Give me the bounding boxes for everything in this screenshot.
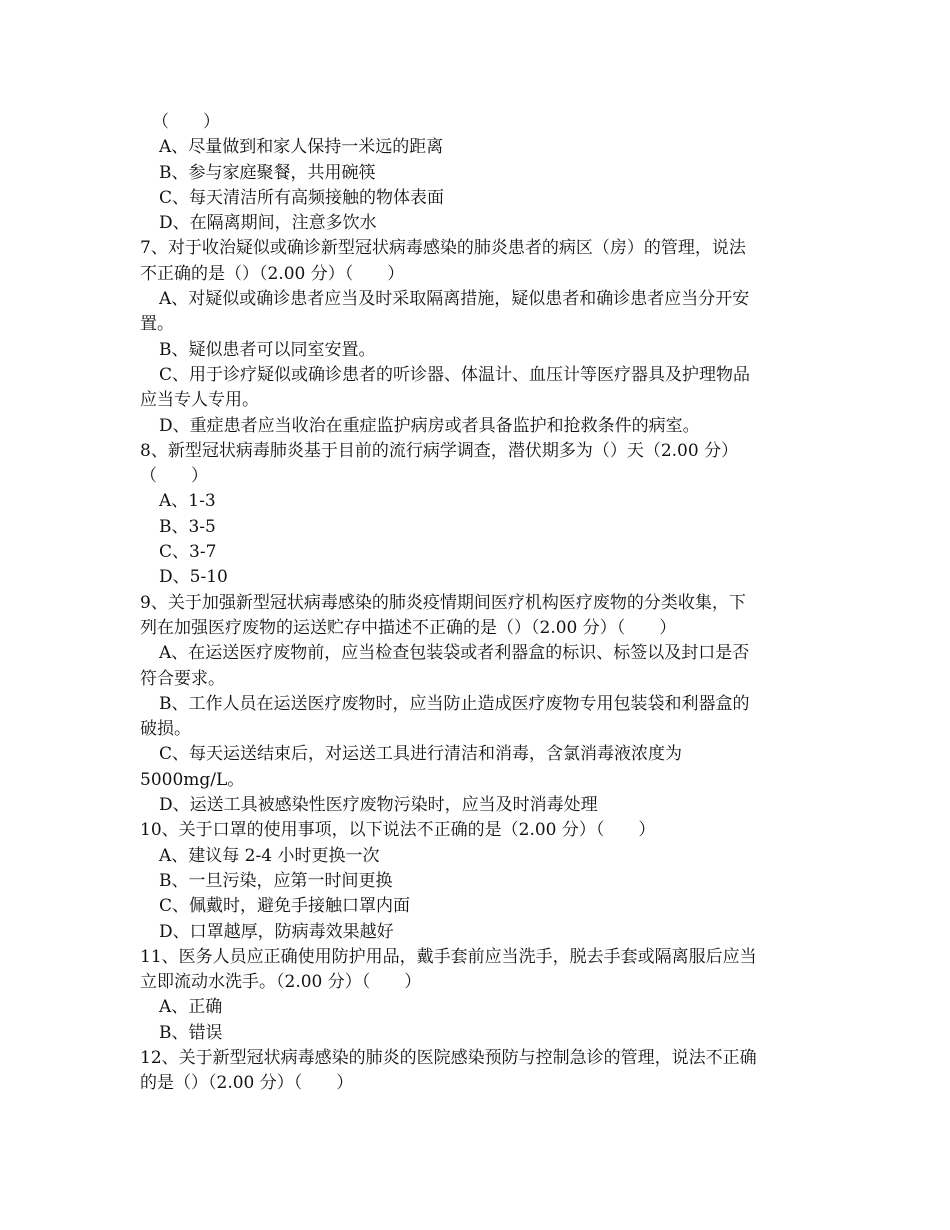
question-9-option-a-continued: 符合要求。 [140,668,225,689]
question-10-option-d: D、口罩越厚，防病毒效果越好 [159,921,394,942]
question-7-option-c-continued: 应当专人专用。 [140,390,259,411]
question-8-option-c: C、3-7 [159,542,217,563]
question-9-option-d: D、运送工具被感染性医疗废物污染时，应当及时消毒处理 [159,795,598,816]
question-8-option-a: A、1-3 [159,491,216,512]
question-9-option-a: A、在运送医疗废物前，应当检查包装袋或者利器盒的标识、标签以及封口是否 [159,643,750,664]
question-7-option-a: A、对疑似或确诊患者应当及时采取隔离措施，疑似患者和确诊患者应当分开安 [159,289,750,310]
question-9-continued: 列在加强医疗废物的运送贮存中描述不正确的是（）（2.00 分）（ ） [140,617,677,638]
question-8-option-b: B、3-5 [159,516,216,537]
option-c: C、每天清洁所有高频接触的物体表面 [159,187,445,208]
question-9-option-c-continued: 5000mg/L。 [140,769,245,790]
answer-blank: （ ） [152,112,220,132]
question-10-option-a: A、建议每 2-4 小时更换一次 [159,845,380,866]
question-9-option-b-continued: 破损。 [140,719,191,740]
document-body [140,110,820,1097]
question-12: 12、关于新型冠状病毒感染的肺炎的医院感染预防与控制急诊的管理，说法不正确 [140,1047,757,1068]
question-7-option-a-continued: 置。 [140,314,174,335]
question-8-answer-blank: （ ） [140,466,208,487]
question-9-option-b: B、工作人员在运送医疗废物时，应当防止造成医疗废物专用包装袋和利器盒的 [159,693,750,714]
question-7-option-c: C、用于诊疗疑似或确诊患者的听诊器、体温计、血压计等医疗器具及护理物品 [159,364,751,385]
question-11-option-a: A、正确 [159,997,223,1018]
option-d: D、在隔离期间，注意多饮水 [159,213,377,234]
question-10: 10、关于口罩的使用事项，以下说法不正确的是（2.00 分）（ ） [140,820,656,841]
question-7: 7、对于收治疑似或确诊新型冠状病毒感染的肺炎患者的病区（房）的管理，说法 [140,238,746,259]
question-7-option-b: B、疑似患者可以同室安置。 [159,339,376,360]
question-10-option-b: B、一旦污染，应第一时间更换 [159,870,393,891]
question-11-option-b: B、错误 [159,1022,223,1043]
question-7-continued: 不正确的是（）（2.00 分）（ ） [140,263,405,284]
question-10-option-c: C、佩戴时，避免手接触口罩内面 [159,896,411,917]
option-a: A、尽量做到和家人保持一米远的距离 [159,137,444,158]
question-8: 8、新型冠状病毒肺炎基于目前的流行病学调查，潜伏期多为（）天（2.00 分） [140,440,739,461]
question-8-option-d: D、5-10 [159,567,228,588]
question-11: 11、医务人员应正确使用防护用品，戴手套前应当洗手，脱去手套或隔离服后应当 [140,946,757,967]
question-11-continued: 立即流动水洗手。（2.00 分）（ ） [140,972,422,993]
question-7-option-d: D、重症患者应当收治在重症监护病房或者具备监护和抢救条件的病室。 [159,415,700,436]
option-b: B、参与家庭聚餐，共用碗筷 [159,162,376,183]
question-12-continued: 的是（）（2.00 分）（ ） [140,1073,354,1094]
question-9-option-c: C、每天运送结束后，对运送工具进行清洁和消毒，含氯消毒液浓度为 [159,744,683,765]
question-9: 9、关于加强新型冠状病毒感染的肺炎疫情期间医疗机构医疗废物的分类收集，下 [140,592,746,613]
